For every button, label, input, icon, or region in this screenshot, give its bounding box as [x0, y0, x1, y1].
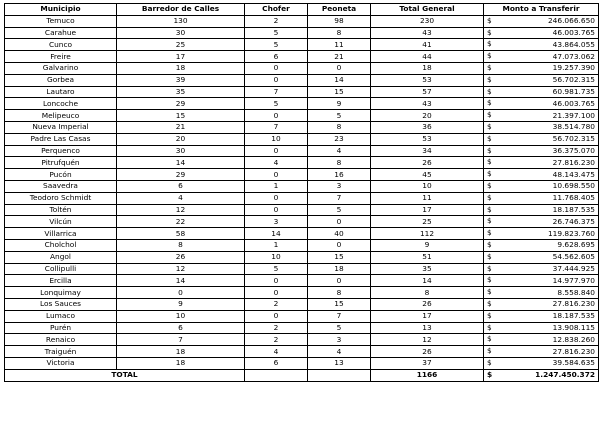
- peoneta-cell: 15: [308, 251, 371, 263]
- total-general-cell: 26: [371, 298, 484, 310]
- municipio-cell: Galvarino: [5, 62, 117, 74]
- chofer-cell: 5: [245, 263, 308, 275]
- municipio-cell: Renaico: [5, 334, 117, 346]
- monto-cell: [484, 239, 599, 251]
- chofer-cell: 0: [245, 145, 308, 157]
- monto-value: 246.066.650: [547, 16, 595, 26]
- monto-cell: [484, 15, 599, 27]
- total-general-cell: 36: [371, 121, 484, 133]
- municipio-cell: Loncoche: [5, 98, 117, 110]
- barredor-cell: 35: [117, 86, 245, 98]
- peoneta-cell: 11: [308, 39, 371, 51]
- monto-value: 36.375.070: [552, 145, 595, 155]
- monto-value: 8.558.840: [557, 287, 595, 297]
- currency-symbol: $: [487, 251, 492, 261]
- currency-symbol: $: [487, 110, 492, 120]
- barredor-cell: 14: [117, 275, 245, 287]
- total-general-cell: 13: [371, 322, 484, 334]
- total-general-cell: 10: [371, 180, 484, 192]
- total-general-cell: 17: [371, 204, 484, 216]
- monto-cell: [484, 169, 599, 181]
- municipio-cell: Gorbea: [5, 74, 117, 86]
- table-row: [5, 39, 599, 51]
- total-general-cell: 57: [371, 86, 484, 98]
- municipio-cell: Collipulli: [5, 263, 117, 275]
- chofer-cell: 0: [245, 287, 308, 299]
- table-row: [5, 346, 599, 358]
- chofer-cell: 2: [245, 322, 308, 334]
- municipio-cell: Temuco: [5, 15, 117, 27]
- barredor-cell: 12: [117, 204, 245, 216]
- total-general-cell: 37: [371, 357, 484, 369]
- monto-value: 26.746.375: [552, 216, 595, 226]
- total-general: 1166: [371, 369, 484, 381]
- chofer-cell: 3: [245, 216, 308, 228]
- chofer-cell: 0: [245, 74, 308, 86]
- barredor-cell: 22: [117, 216, 245, 228]
- total-peoneta: [308, 369, 371, 381]
- chofer-cell: 2: [245, 15, 308, 27]
- table-row: [5, 192, 599, 204]
- barredor-cell: 29: [117, 98, 245, 110]
- chofer-cell: 7: [245, 121, 308, 133]
- barredor-cell: 14: [117, 157, 245, 169]
- monto-value: 43.864.055: [552, 39, 595, 49]
- header-total-general: Total General: [371, 4, 484, 16]
- table-row: [5, 239, 599, 251]
- table-row: [5, 275, 599, 287]
- barredor-cell: 15: [117, 110, 245, 122]
- table-row: [5, 133, 599, 145]
- monto-cell: [484, 251, 599, 263]
- peoneta-cell: 7: [308, 192, 371, 204]
- total-general-cell: 25: [371, 216, 484, 228]
- chofer-cell: 0: [245, 192, 308, 204]
- municipio-cell: Teodoro Schmidt: [5, 192, 117, 204]
- monto-cell: [484, 287, 599, 299]
- header-monto-a-transferir: Monto a Transferir: [484, 4, 599, 16]
- peoneta-cell: 13: [308, 357, 371, 369]
- municipio-cell: Ercilla: [5, 275, 117, 287]
- monto-value: 54.562.605: [552, 252, 595, 262]
- total-general-cell: 17: [371, 310, 484, 322]
- barredor-cell: 25: [117, 39, 245, 51]
- currency-symbol: $: [487, 357, 492, 367]
- peoneta-cell: 98: [308, 15, 371, 27]
- chofer-cell: 2: [245, 334, 308, 346]
- barredor-cell: 29: [117, 169, 245, 181]
- monto-cell: [484, 157, 599, 169]
- chofer-cell: 5: [245, 98, 308, 110]
- peoneta-cell: 14: [308, 74, 371, 86]
- peoneta-cell: 5: [308, 110, 371, 122]
- monto-cell: [484, 27, 599, 39]
- table-row: [5, 27, 599, 39]
- currency-symbol: $: [487, 86, 492, 96]
- currency-symbol: $: [487, 121, 492, 131]
- currency-symbol: $: [487, 133, 492, 143]
- currency-symbol: $: [487, 310, 492, 320]
- municipio-cell: Toltén: [5, 204, 117, 216]
- monto-cell: [484, 86, 599, 98]
- peoneta-cell: 40: [308, 228, 371, 240]
- barredor-cell: 10: [117, 310, 245, 322]
- monto-cell: [484, 145, 599, 157]
- chofer-cell: 2: [245, 298, 308, 310]
- barredor-cell: 58: [117, 228, 245, 240]
- chofer-cell: 10: [245, 133, 308, 145]
- monto-value: 21.397.100: [552, 110, 595, 120]
- peoneta-cell: 4: [308, 346, 371, 358]
- municipio-cell: Villarrica: [5, 228, 117, 240]
- peoneta-cell: 8: [308, 121, 371, 133]
- monto-value: 48.143.475: [552, 169, 595, 179]
- barredor-cell: 7: [117, 334, 245, 346]
- total-general-cell: 41: [371, 39, 484, 51]
- monto-cell: [484, 204, 599, 216]
- total-general-cell: 26: [371, 157, 484, 169]
- currency-symbol: $: [487, 239, 492, 249]
- currency-symbol: $: [487, 192, 492, 202]
- monto-cell: [484, 263, 599, 275]
- chofer-cell: 0: [245, 62, 308, 74]
- peoneta-cell: 16: [308, 169, 371, 181]
- currency-symbol: $: [487, 346, 492, 356]
- barredor-cell: 20: [117, 133, 245, 145]
- currency-symbol: $: [487, 180, 492, 190]
- currency-symbol: $: [487, 216, 492, 226]
- total-general-cell: 12: [371, 334, 484, 346]
- monto-cell: [484, 74, 599, 86]
- table-row: [5, 51, 599, 63]
- total-monto-value: 1.247.450.372: [535, 370, 595, 380]
- monto-value: 39.584.635: [552, 358, 595, 368]
- currency-symbol: $: [487, 228, 492, 238]
- total-general-cell: 8: [371, 287, 484, 299]
- total-general-cell: 43: [371, 27, 484, 39]
- total-general-cell: 11: [371, 192, 484, 204]
- total-monto: [484, 369, 599, 381]
- barredor-cell: 8: [117, 239, 245, 251]
- peoneta-cell: 23: [308, 133, 371, 145]
- monto-cell: [484, 62, 599, 74]
- barredor-cell: 18: [117, 346, 245, 358]
- monto-value: 14.977.970: [552, 275, 595, 285]
- table-row: [5, 145, 599, 157]
- monto-value: 9.628.695: [557, 240, 595, 250]
- currency-symbol: $: [487, 51, 492, 61]
- total-general-cell: 20: [371, 110, 484, 122]
- table-row: [5, 251, 599, 263]
- monto-cell: [484, 298, 599, 310]
- total-general-cell: 44: [371, 51, 484, 63]
- monto-value: 119.823.760: [547, 228, 595, 238]
- peoneta-cell: 5: [308, 322, 371, 334]
- monto-cell: [484, 110, 599, 122]
- peoneta-cell: 8: [308, 27, 371, 39]
- table-row: [5, 357, 599, 369]
- total-general-cell: 14: [371, 275, 484, 287]
- monto-cell: [484, 357, 599, 369]
- municipio-cell: Lautaro: [5, 86, 117, 98]
- table-row: [5, 263, 599, 275]
- transfer-table: [4, 3, 599, 382]
- table-row: [5, 216, 599, 228]
- currency-symbol: $: [487, 287, 492, 297]
- monto-cell: [484, 192, 599, 204]
- peoneta-cell: 15: [308, 298, 371, 310]
- municipio-cell: Traiguén: [5, 346, 117, 358]
- barredor-cell: 12: [117, 263, 245, 275]
- total-general-cell: 53: [371, 74, 484, 86]
- peoneta-cell: 0: [308, 62, 371, 74]
- barredor-cell: 30: [117, 27, 245, 39]
- total-general-cell: 43: [371, 98, 484, 110]
- monto-value: 27.816.230: [552, 346, 595, 356]
- table-row: [5, 180, 599, 192]
- total-row: [5, 369, 599, 381]
- table-row: [5, 322, 599, 334]
- table-row: [5, 110, 599, 122]
- barredor-cell: 39: [117, 74, 245, 86]
- municipio-cell: Pucón: [5, 169, 117, 181]
- peoneta-cell: 7: [308, 310, 371, 322]
- currency-symbol: $: [487, 322, 492, 332]
- municipio-cell: Victoria: [5, 357, 117, 369]
- chofer-cell: 0: [245, 169, 308, 181]
- currency-symbol: $: [487, 27, 492, 37]
- chofer-cell: 10: [245, 251, 308, 263]
- header-municipio: Municipio: [5, 4, 117, 16]
- barredor-cell: 17: [117, 51, 245, 63]
- table-row: [5, 98, 599, 110]
- table-row: [5, 62, 599, 74]
- total-general-cell: 51: [371, 251, 484, 263]
- monto-value: 19.257.390: [552, 63, 595, 73]
- header-chofer: Chofer: [245, 4, 308, 16]
- chofer-cell: 1: [245, 180, 308, 192]
- municipio-cell: Cholchol: [5, 239, 117, 251]
- monto-cell: [484, 121, 599, 133]
- table-row: [5, 15, 599, 27]
- currency-symbol: $: [487, 334, 492, 344]
- municipio-cell: Lonquimay: [5, 287, 117, 299]
- barredor-cell: 30: [117, 145, 245, 157]
- chofer-cell: 5: [245, 39, 308, 51]
- table-row: [5, 310, 599, 322]
- table-row: [5, 74, 599, 86]
- total-chofer: [245, 369, 308, 381]
- peoneta-cell: 3: [308, 180, 371, 192]
- monto-value: 18.187.535: [552, 204, 595, 214]
- peoneta-cell: 5: [308, 204, 371, 216]
- monto-value: 46.003.765: [552, 27, 595, 37]
- municipio-cell: Purén: [5, 322, 117, 334]
- peoneta-cell: 9: [308, 98, 371, 110]
- barredor-cell: 21: [117, 121, 245, 133]
- total-general-cell: 18: [371, 62, 484, 74]
- chofer-cell: 6: [245, 357, 308, 369]
- currency-symbol: $: [487, 62, 492, 72]
- monto-cell: [484, 322, 599, 334]
- table-row: [5, 169, 599, 181]
- monto-value: 18.187.535: [552, 311, 595, 321]
- peoneta-cell: 0: [308, 275, 371, 287]
- chofer-cell: 6: [245, 51, 308, 63]
- currency-symbol: $: [487, 74, 492, 84]
- peoneta-cell: 18: [308, 263, 371, 275]
- currency-symbol: $: [487, 39, 492, 49]
- monto-cell: [484, 334, 599, 346]
- municipio-cell: Carahue: [5, 27, 117, 39]
- chofer-cell: 4: [245, 157, 308, 169]
- total-general-cell: 34: [371, 145, 484, 157]
- monto-value: 27.816.230: [552, 157, 595, 167]
- monto-value: 12.838.260: [552, 334, 595, 344]
- chofer-cell: 5: [245, 27, 308, 39]
- monto-cell: [484, 346, 599, 358]
- municipio-cell: Freire: [5, 51, 117, 63]
- table-row: [5, 157, 599, 169]
- currency-symbol: $: [487, 15, 492, 25]
- currency-symbol: $: [487, 275, 492, 285]
- total-general-cell: 26: [371, 346, 484, 358]
- barredor-cell: 6: [117, 322, 245, 334]
- peoneta-cell: 3: [308, 334, 371, 346]
- chofer-cell: 0: [245, 110, 308, 122]
- barredor-cell: 4: [117, 192, 245, 204]
- header-barredor-de-calles: Barredor de Calles: [117, 4, 245, 16]
- total-label: TOTAL: [5, 369, 245, 381]
- chofer-cell: 4: [245, 346, 308, 358]
- barredor-cell: 6: [117, 180, 245, 192]
- total-general-cell: 53: [371, 133, 484, 145]
- municipio-cell: Los Sauces: [5, 298, 117, 310]
- municipio-cell: Saavedra: [5, 180, 117, 192]
- peoneta-cell: 8: [308, 157, 371, 169]
- table-row: [5, 86, 599, 98]
- monto-cell: [484, 133, 599, 145]
- peoneta-cell: 4: [308, 145, 371, 157]
- currency-symbol: $: [487, 157, 492, 167]
- monto-cell: [484, 228, 599, 240]
- table-row: [5, 121, 599, 133]
- monto-cell: [484, 39, 599, 51]
- monto-cell: [484, 98, 599, 110]
- currency-symbol: $: [487, 263, 492, 273]
- monto-value: 13.908.115: [552, 322, 595, 332]
- table-row: [5, 334, 599, 346]
- table-row: [5, 204, 599, 216]
- municipio-cell: Angol: [5, 251, 117, 263]
- monto-cell: [484, 51, 599, 63]
- total-general-cell: 112: [371, 228, 484, 240]
- chofer-cell: 14: [245, 228, 308, 240]
- monto-value: 46.003.765: [552, 98, 595, 108]
- barredor-cell: 130: [117, 15, 245, 27]
- header-row: [5, 4, 599, 16]
- chofer-cell: 7: [245, 86, 308, 98]
- monto-value: 10.698.550: [552, 181, 595, 191]
- chofer-cell: 1: [245, 239, 308, 251]
- municipio-cell: Padre Las Casas: [5, 133, 117, 145]
- table-body: [5, 15, 599, 369]
- municipio-cell: Vilcún: [5, 216, 117, 228]
- monto-cell: [484, 180, 599, 192]
- monto-cell: [484, 310, 599, 322]
- currency-symbol: $: [487, 145, 492, 155]
- municipio-cell: Lumaco: [5, 310, 117, 322]
- total-general-cell: 35: [371, 263, 484, 275]
- monto-value: 37.444.925: [552, 263, 595, 273]
- currency-symbol: $: [487, 204, 492, 214]
- currency-symbol: $: [487, 169, 492, 179]
- monto-cell: [484, 275, 599, 287]
- monto-value: 56.702.315: [552, 134, 595, 144]
- total-general-cell: 230: [371, 15, 484, 27]
- currency-symbol: $: [487, 298, 492, 308]
- barredor-cell: 18: [117, 62, 245, 74]
- total-general-cell: 45: [371, 169, 484, 181]
- monto-cell: [484, 216, 599, 228]
- total-general-cell: 9: [371, 239, 484, 251]
- municipio-cell: Cunco: [5, 39, 117, 51]
- monto-value: 11.768.405: [552, 193, 595, 203]
- peoneta-cell: 21: [308, 51, 371, 63]
- monto-value: 60.981.735: [552, 86, 595, 96]
- table-row: [5, 298, 599, 310]
- barredor-cell: 26: [117, 251, 245, 263]
- monto-value: 38.514.780: [552, 122, 595, 132]
- peoneta-cell: 15: [308, 86, 371, 98]
- table-row: [5, 228, 599, 240]
- chofer-cell: 0: [245, 204, 308, 216]
- municipio-cell: Pitrufquén: [5, 157, 117, 169]
- peoneta-cell: 0: [308, 239, 371, 251]
- barredor-cell: 9: [117, 298, 245, 310]
- monto-value: 27.816.230: [552, 299, 595, 309]
- peoneta-cell: 0: [308, 216, 371, 228]
- monto-value: 47.073.062: [552, 51, 595, 61]
- currency-symbol: $: [487, 98, 492, 108]
- municipio-cell: Nueva Imperial: [5, 121, 117, 133]
- chofer-cell: 0: [245, 310, 308, 322]
- table-row: [5, 287, 599, 299]
- chofer-cell: 0: [245, 275, 308, 287]
- currency-symbol: $: [487, 369, 493, 379]
- municipio-cell: Melipeuco: [5, 110, 117, 122]
- monto-value: 56.702.315: [552, 75, 595, 85]
- barredor-cell: 18: [117, 357, 245, 369]
- municipio-cell: Perquenco: [5, 145, 117, 157]
- barredor-cell: 0: [117, 287, 245, 299]
- peoneta-cell: 8: [308, 287, 371, 299]
- header-peoneta: Peoneta: [308, 4, 371, 16]
